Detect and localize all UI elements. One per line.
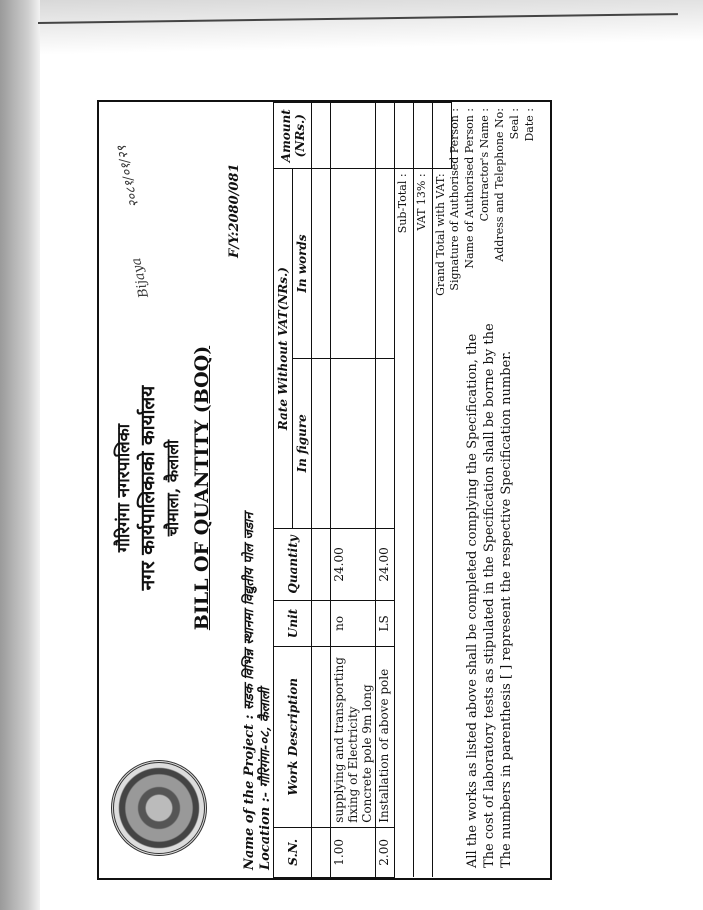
- municipality-name: गौरिगंगा नगरपालिका: [114, 423, 134, 553]
- address-label: Address and Telephone No:: [493, 108, 506, 262]
- header-rate: Rate Without VAT(NRs.): [274, 169, 293, 529]
- signature-text: Bijaya: [128, 256, 153, 300]
- location-value: गौरिगंगा-०८, कैलाली: [258, 687, 273, 788]
- table-row: [376, 103, 395, 878]
- vat-row: [414, 103, 433, 878]
- row-sn: 1.00: [331, 827, 376, 877]
- note-line-2: The cost of laboratory tests as stipulated in the Specification shall be borne by the: [482, 323, 497, 868]
- document-title: BILL OF QUANTITY (BOQ): [191, 345, 213, 631]
- row-unit: no: [331, 600, 376, 646]
- signature-date: २०८१/०१/२९: [114, 143, 143, 209]
- contractor-name-label: Contractor's Name :: [478, 108, 491, 222]
- note-line-1: All the works as listed above shall be completed complying the Specification, the: [465, 333, 480, 868]
- boq-document: [97, 100, 552, 880]
- header-sn: S.N.: [274, 827, 312, 877]
- header-in-words: In words: [293, 169, 312, 358]
- row-unit: LS: [376, 600, 395, 646]
- date-label: Date :: [523, 108, 536, 142]
- header-amount: Amount (NRs.): [274, 103, 312, 169]
- boq-table: [273, 102, 452, 878]
- header-quantity: Quantity: [274, 528, 312, 600]
- seal-label: Seal :: [508, 108, 521, 140]
- authorised-name-label: Name of Authorised Person :: [463, 108, 476, 269]
- scan-shadow: [0, 0, 40, 910]
- notes-block: [464, 308, 515, 868]
- row-quantity: 24.00: [331, 528, 376, 600]
- empty-row: [312, 103, 331, 878]
- note-line-3: The numbers in parenthesis [ ] represent the respective Specification number.: [499, 350, 514, 868]
- fiscal-year: F/Y:2080/081: [227, 163, 242, 258]
- row-quantity: 24.00: [376, 528, 395, 600]
- scan-top-edge: [40, 0, 703, 55]
- project-name-value: सडक विभिन्न स्थानमा विद्युतीय पोल जडान: [242, 512, 257, 711]
- location-label: Location :-: [258, 792, 273, 870]
- header-description: Work Description: [274, 646, 312, 827]
- grand-total-label: Grand Total with VAT:: [433, 169, 452, 878]
- sub-total-label: Sub-Total :: [395, 169, 414, 878]
- row-sn: 2.00: [376, 827, 395, 877]
- table-row: [331, 103, 376, 878]
- location-line: [255, 688, 273, 870]
- project-name-label: Name of the Project :: [242, 714, 257, 870]
- handwritten-signature: [103, 118, 221, 318]
- signature-label: Signature of Authorised Person :: [448, 108, 461, 291]
- header-in-figure: In figure: [293, 358, 312, 528]
- sub-total-row: [395, 103, 414, 878]
- table-header-row: [274, 103, 293, 878]
- office-name: नगर कार्यपालिकाको कार्यालय: [137, 385, 159, 591]
- header-unit: Unit: [274, 600, 312, 646]
- office-address: चौमाला, कैलाली: [163, 439, 182, 537]
- row-description: Installation of above pole: [376, 646, 395, 827]
- row-description: supplying and transporting fixing of Electricity Concrete pole 9m long: [331, 646, 376, 827]
- vat-label: VAT 13% :: [414, 169, 433, 878]
